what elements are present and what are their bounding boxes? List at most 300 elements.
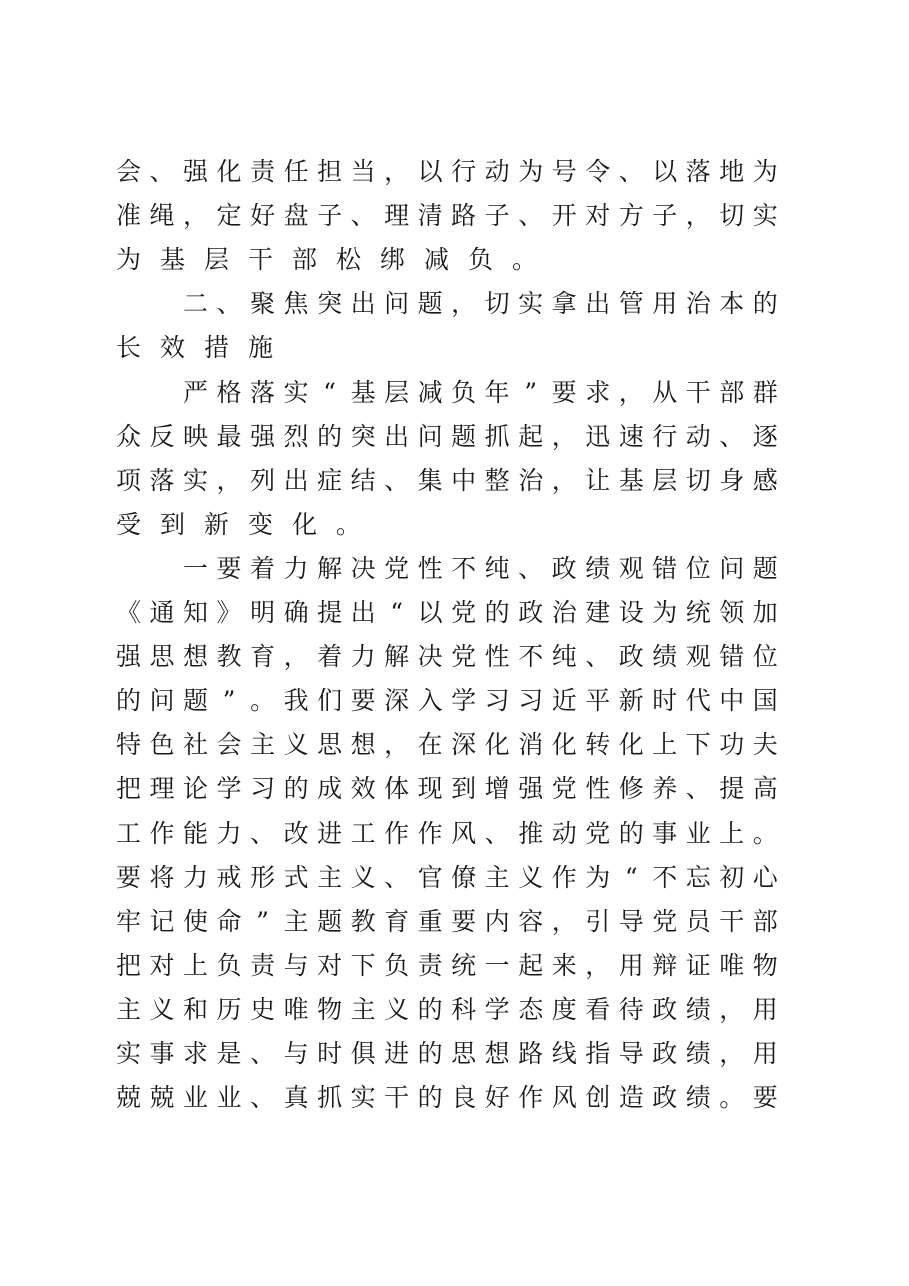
character: 僚 [451,862,477,892]
text-line [116,417,778,457]
character: 问 [149,686,175,716]
character: 让 [585,465,611,495]
character: 问 [384,289,410,319]
character: 子 [317,201,343,231]
character: 迅 [585,421,611,451]
character: 众 [116,421,142,451]
character: 政 [652,994,678,1024]
character: 部 [719,377,745,407]
character: 解 [317,553,343,583]
character: 干 [384,1083,410,1113]
character: 项 [116,465,142,495]
character: “ [323,377,336,407]
character: 突 [317,289,343,319]
character: 义 [384,994,410,1024]
text-line [116,240,778,280]
character: 开 [551,201,577,231]
character: 想 [183,642,209,672]
character: 。 [250,686,276,716]
character: 从 [652,377,678,407]
character: 重 [417,906,443,936]
character: 党 [384,553,410,583]
character: 定 [216,201,242,231]
character: ， [551,465,577,495]
character: 出 [384,421,410,451]
character: 准 [116,201,142,231]
character: 出 [283,465,309,495]
character: 、 [216,289,242,319]
character: 俱 [350,1039,376,1068]
character: 年 [484,377,510,407]
character: ， [283,642,309,672]
character: 行 [652,421,678,451]
text-line [116,681,778,721]
character: 化 [216,157,242,186]
character: 论 [183,774,209,804]
character: 部 [292,245,318,275]
character: ， [216,465,242,495]
character: 统 [685,598,711,627]
character: 主 [350,994,376,1024]
text-line [116,902,778,942]
character: 为 [116,245,142,275]
character: 基 [350,377,376,407]
character: 的 [618,818,644,848]
character: 负 [384,950,410,980]
character: 平 [585,686,611,716]
character: 纯 [484,553,510,583]
character: 行 [451,157,477,186]
character: 用 [752,994,778,1024]
character: 集 [417,465,443,495]
character: 是 [216,1039,242,1068]
text-line [116,461,778,501]
character: 映 [183,421,209,451]
character: 物 [752,950,778,980]
character: 育 [250,642,276,672]
character: 到 [160,509,186,539]
character: 以 [417,598,443,627]
character: 能 [183,818,209,848]
character: ， [551,421,577,451]
character: 党 [652,906,678,936]
character: 《 [116,598,142,627]
character: 作 [551,862,577,892]
character: 思 [451,1039,477,1068]
character: 实 [350,1083,376,1113]
text-line [183,373,778,413]
character: 观 [685,642,711,672]
character: 出 [585,289,611,319]
character: 位 [752,642,778,672]
character: 强 [183,157,209,186]
character: 症 [317,465,343,495]
character: 力 [216,818,242,848]
character: 理 [384,201,410,231]
character: 问 [719,553,745,583]
character: 进 [384,1039,410,1068]
character: 中 [719,686,745,716]
character: 义 [350,862,376,892]
character: 动 [551,818,577,848]
text-line [116,725,778,765]
character: 官 [417,862,443,892]
character: 问 [417,421,443,451]
character: 动 [685,421,711,451]
character: 一 [183,553,209,583]
character: 与 [283,950,309,980]
character: 用 [618,950,644,980]
character: 习 [518,686,544,716]
character: ， [384,730,410,760]
character: 路 [518,1039,544,1068]
character: 将 [149,862,175,892]
character: 思 [149,642,175,672]
character: 牢 [116,906,142,936]
character: 化 [618,730,644,760]
character: 们 [317,686,343,716]
character: 夫 [752,730,778,760]
character: 松 [336,245,362,275]
character: 改 [283,818,309,848]
character: 题 [417,289,443,319]
character: 引 [585,906,611,936]
character: 的 [484,598,510,627]
character: 历 [216,994,242,1024]
character: 良 [451,1083,477,1113]
character: 用 [652,289,678,319]
character: 育 [384,906,410,936]
character: 起 [518,950,544,980]
character: 的 [116,686,142,716]
character: 受 [116,509,142,539]
character: 层 [652,465,678,495]
text-line [116,196,778,236]
character: 切 [719,201,745,231]
character: 决 [350,553,376,583]
character: 出 [350,289,376,319]
character: 清 [417,201,443,231]
character: 要 [752,1083,778,1113]
character: ， [618,377,644,407]
character: 干 [719,906,745,936]
character: 初 [719,862,745,892]
character: 速 [618,421,644,451]
character: 政 [618,642,644,672]
character: 效 [160,333,186,363]
character: 落 [250,377,276,407]
character: 事 [149,1039,175,1068]
character: 的 [417,1083,443,1113]
character: 、 [250,818,276,848]
character: 戒 [216,862,242,892]
character: 时 [652,686,678,716]
character: 和 [183,994,209,1024]
character: 化 [551,730,577,760]
character: 提 [719,774,745,804]
character: 结 [350,465,376,495]
text-line [183,549,778,589]
character: 强 [116,642,142,672]
character: 干 [685,377,711,407]
character: 路 [451,201,477,231]
text-line [116,814,778,854]
character: 物 [317,994,343,1024]
character: 消 [518,730,544,760]
character: 我 [283,686,309,716]
character: 入 [417,686,443,716]
character: 功 [719,730,745,760]
character: 作 [384,818,410,848]
character: ， [384,157,410,186]
character: 深 [451,730,477,760]
character: 在 [417,730,443,760]
character: 化 [484,730,510,760]
character: 近 [551,686,577,716]
character: 、 [250,1083,276,1113]
character: 的 [283,774,309,804]
character: 抓 [317,1083,343,1113]
character: 效 [350,774,376,804]
character: 》 [216,598,242,627]
character: 变 [248,509,274,539]
character: 到 [451,774,477,804]
character: 下 [685,730,711,760]
character: 工 [350,818,376,848]
character: 特 [116,730,142,760]
character: 来 [551,950,577,980]
character: 业 [216,1083,242,1113]
character: 聚 [250,289,276,319]
character: 长 [116,333,142,363]
character: 实 [283,377,309,407]
character: 理 [149,774,175,804]
character: 学 [216,774,242,804]
character: 焦 [283,289,309,319]
character: 减 [424,245,450,275]
character: 基 [160,245,186,275]
character: 强 [518,774,544,804]
character: 强 [250,421,276,451]
character: ， [183,201,209,231]
character: 层 [204,245,230,275]
character: 确 [283,598,309,627]
character: 好 [484,1083,510,1113]
character: 义 [283,730,309,760]
character: 题 [752,553,778,583]
character: 抓 [484,421,510,451]
character: 管 [618,289,644,319]
character: 领 [719,598,745,627]
character: 绳 [149,201,175,231]
character: 导 [618,906,644,936]
character: 实 [116,1039,142,1068]
character: 义 [149,994,175,1024]
character: 作 [417,818,443,848]
character: 的 [752,289,778,319]
character: 责 [417,950,443,980]
character: 教 [216,642,242,672]
character: 要 [350,686,376,716]
character: 绩 [685,994,711,1024]
character: 基 [618,465,644,495]
character: 突 [350,421,376,451]
character: 主 [283,906,309,936]
character: 度 [551,994,577,1024]
character: 主 [317,862,343,892]
character: 社 [183,730,209,760]
character: 心 [752,862,778,892]
character: 绩 [585,553,611,583]
character: 成 [317,774,343,804]
text-line [116,637,778,677]
character: 。 [336,509,362,539]
character: 证 [685,950,711,980]
character: 错 [652,553,678,583]
character: 工 [116,818,142,848]
character: 想 [350,730,376,760]
character: 不 [451,553,477,583]
character: 主 [116,994,142,1024]
character: 、 [585,642,611,672]
character: 最 [216,421,242,451]
character: 化 [292,509,318,539]
character: 高 [752,774,778,804]
character: 明 [250,598,276,627]
character: 、 [518,201,544,231]
character: 要 [451,906,477,936]
character: ， [719,1039,745,1068]
character: 对 [585,201,611,231]
character: 错 [719,642,745,672]
character: 求 [585,377,611,407]
character: 把 [116,950,142,980]
character: 风 [451,818,477,848]
character: 严 [183,377,209,407]
character: 群 [752,377,778,407]
character: 以 [652,157,678,186]
character: 风 [551,1083,577,1113]
character: 号 [551,157,577,186]
character: 动 [484,157,510,186]
character: 、 [685,774,711,804]
character: 。 [512,245,538,275]
character: 中 [451,465,477,495]
character: 求 [183,1039,209,1068]
character: 教 [350,906,376,936]
character: 兢 [149,1083,175,1113]
character: “ [390,598,404,627]
character: 辩 [652,950,678,980]
character: 力 [350,642,376,672]
character: 实 [183,465,209,495]
character: 忘 [685,862,711,892]
character: 、 [384,862,410,892]
character: 。 [752,818,778,848]
character: 体 [384,774,410,804]
character: 本 [719,289,745,319]
character: 员 [685,906,711,936]
character: 绑 [380,245,406,275]
character: 负 [468,245,494,275]
character: 线 [551,1039,577,1068]
text-line [116,152,778,192]
character: 事 [652,818,678,848]
character: 党 [451,642,477,672]
character: 、 [484,818,510,848]
character: 、 [350,201,376,231]
character: 增 [484,774,510,804]
character: 养 [652,774,678,804]
character: ， [685,201,711,231]
character: 反 [149,421,175,451]
character: 想 [484,1039,510,1068]
character: 切 [484,289,510,319]
character: 用 [752,1039,778,1068]
character: 政 [652,1039,678,1068]
character: 二 [183,289,209,319]
character: 形 [250,862,276,892]
character: 起 [518,421,544,451]
character: 为 [585,862,611,892]
character: 为 [518,157,544,186]
character: 对 [149,950,175,980]
character: 党 [551,774,577,804]
text-line [116,328,778,368]
text-line [116,593,778,633]
character: 创 [585,1083,611,1113]
character: 新 [204,509,230,539]
character: 史 [250,994,276,1024]
character: 政 [652,1083,678,1113]
character: “ [624,862,638,892]
character: 、 [618,157,644,186]
character: 方 [618,201,644,231]
character: 上 [719,818,745,848]
text-line [116,769,778,809]
character: 进 [317,818,343,848]
character: 负 [451,377,477,407]
character: 子 [484,201,510,231]
character: 命 [216,906,242,936]
character: 义 [518,862,544,892]
character: 列 [250,465,276,495]
character: 修 [618,774,644,804]
character: 负 [216,950,242,980]
character: 要 [216,553,242,583]
character: 性 [585,774,611,804]
character: ” [256,906,269,936]
character: 色 [149,730,175,760]
character: 待 [618,994,644,1024]
text-line [116,946,778,986]
text-line [116,1034,778,1074]
character: 感 [752,465,778,495]
character: 主 [484,862,510,892]
character: 转 [585,730,611,760]
character: 拿 [551,289,577,319]
character: 出 [350,598,376,627]
character: 不 [652,862,678,892]
character: 科 [451,994,477,1024]
character: 、 [518,553,544,583]
character: 深 [384,686,410,716]
character: 内 [484,906,510,936]
character: 为 [652,598,678,627]
character: 政 [518,598,544,627]
character: 学 [484,994,510,1024]
character: 地 [719,157,745,186]
